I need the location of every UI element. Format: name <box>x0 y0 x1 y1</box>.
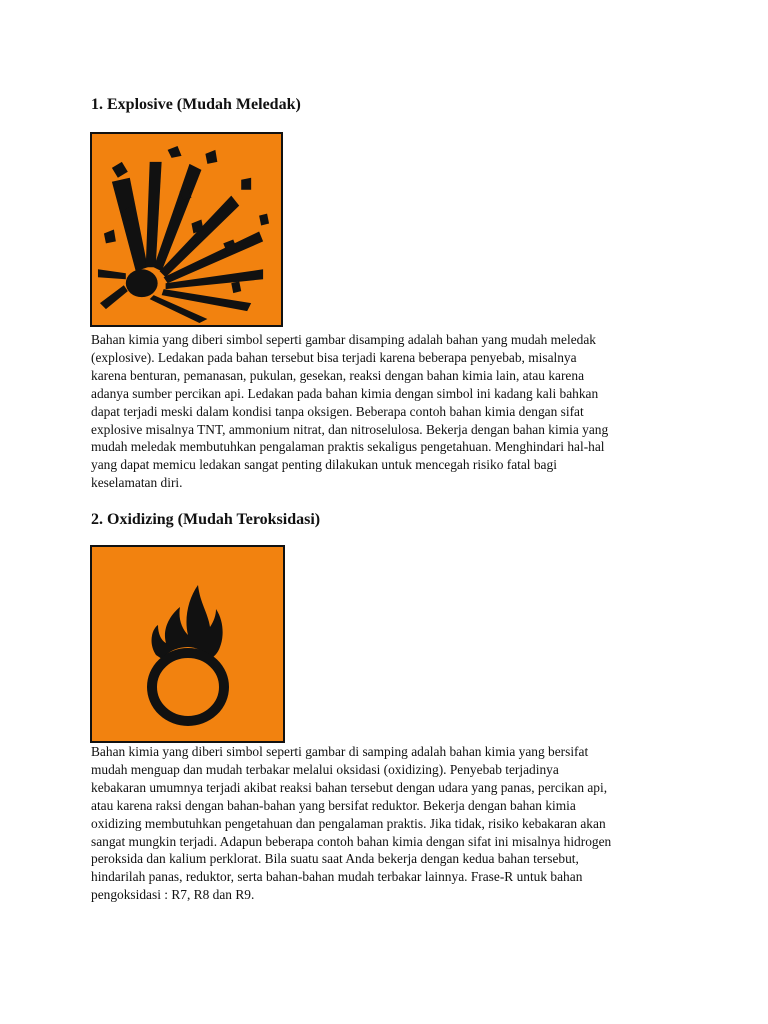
text-line: keselamatan diri. <box>91 475 183 491</box>
text-line: yang dapat memicu ledakan sangat penting dilakukan untuk mencegah risiko fatal bagi <box>91 457 557 473</box>
section-paragraph-explosive <box>91 331 691 492</box>
text-line: oxidizing membutuhkan pengetahuan dan pengalaman praktis. Jika tidak, risiko kebakaran akan <box>91 815 606 831</box>
text-line: karena benturan, pemanasan, pukulan, gesekan, reaksi dengan bahan kimia lain, atau karena <box>91 367 585 383</box>
text-line: hindarilah panas, reduktor, serta bahan-bahan mudah terbakar lainnya. Frase-R untuk bahan <box>91 869 583 885</box>
text-line: (explosive). Ledakan pada bahan tersebut bisa terjadi karena beberapa penyebab, misalnya <box>91 349 577 365</box>
section-paragraph-oxidizing <box>91 743 691 904</box>
text-line: mudah meledak membutuhkan pengalaman praktis sekaligus pengetahuan. Menghindari hal-hal <box>91 439 605 455</box>
text-line: peroksida dan kalium perklorat. Bila suatu saat Anda bekerja dengan kedua bahan tersebut, <box>91 851 579 867</box>
text-line: kebakaran umumnya terjadi akibat reaksi bahan tersebut dengan udara yang panas, percikan api, <box>91 779 608 795</box>
text-line: explosive misalnya TNT, ammonium nitrat, dan nitroselulosa. Bekerja dengan bahan kimia yang <box>91 421 609 437</box>
text-line: adanya sumber percikan api. Ledakan pada bahan kimia dengan simbol ini kadang kali bahkan <box>91 385 599 401</box>
text-line: dapat terjadi meski dalam kondisi tanpa oksigen. Beberapa contoh bahan kimia dengan sifat <box>91 403 584 419</box>
section-heading-oxidizing: 2. Oxidizing (Mudah Teroksidasi) <box>91 511 321 528</box>
text-line: sangat mungkin terjadi. Adapun beberapa contoh bahan kimia dengan sifat ini misalnya hidrogen <box>91 833 612 849</box>
explosive-hazard-icon <box>90 132 283 327</box>
text-line: Bahan kimia yang diberi simbol seperti gambar di samping adalah bahan kimia yang bersifat <box>91 744 589 759</box>
section-heading-explosive: 1. Explosive (Mudah Meledak) <box>91 96 301 113</box>
text-line: mudah menguap dan mudah terbakar melalui oksidasi (oxidizing). Penyebab terjadinya <box>91 761 559 777</box>
text-line: Bahan kimia yang diberi simbol seperti gambar disamping adalah bahan yang mudah meledak <box>91 332 596 347</box>
flame-over-circle-icon <box>90 545 285 743</box>
text-line: atau karena raksi dengan bahan-bahan yang bersifat reduktor. Bekerja dengan bahan kimia <box>91 797 576 813</box>
text-line: pengoksidasi : R7, R8 dan R9. <box>91 887 255 903</box>
